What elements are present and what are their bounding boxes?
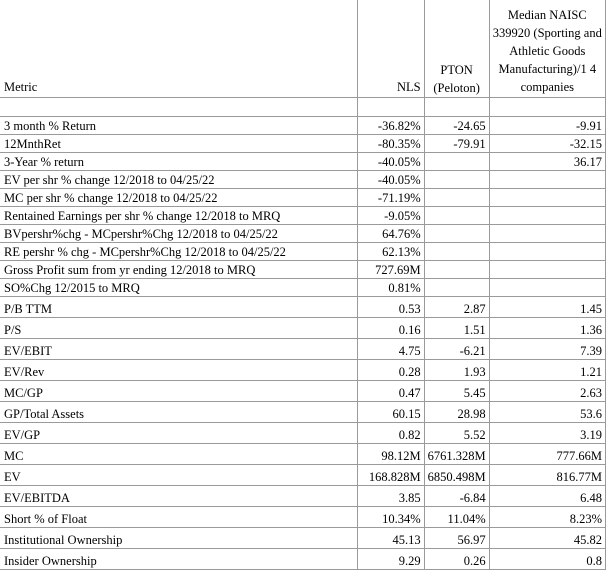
median-cell[interactable] [489, 243, 605, 261]
pton-cell[interactable]: -6.84 [424, 486, 489, 507]
nls-cell[interactable]: 98.12M [358, 444, 424, 465]
blank-cell[interactable] [424, 98, 489, 117]
header-metric[interactable]: Metric [0, 0, 358, 98]
table-row [0, 381, 606, 402]
metric-cell[interactable]: P/S [0, 318, 358, 339]
nls-cell[interactable]: 45.13 [358, 528, 424, 549]
metric-cell[interactable]: Short % of Float [0, 507, 358, 528]
metric-cell[interactable]: EV per shr % change 12/2018 to 04/25/22 [0, 171, 358, 189]
metric-cell[interactable]: RE pershr % chg - MCpershr%Chg 12/2018 to 04/25/22 [0, 243, 358, 261]
pton-cell[interactable]: 11.04% [424, 507, 489, 528]
pton-cell[interactable]: 6850.498M [424, 465, 489, 486]
table-row [0, 135, 606, 153]
pton-cell[interactable]: 28.98 [424, 402, 489, 423]
median-cell[interactable]: -9.91 [489, 117, 605, 135]
median-cell[interactable]: 45.82 [489, 528, 605, 549]
nls-cell[interactable]: -71.19% [358, 189, 424, 207]
table-row [0, 261, 606, 279]
metric-cell[interactable]: GP/Total Assets [0, 402, 358, 423]
median-cell[interactable]: 1.36 [489, 318, 605, 339]
pton-cell[interactable]: 1.51 [424, 318, 489, 339]
nls-cell[interactable]: 0.47 [358, 381, 424, 402]
median-cell[interactable]: 1.21 [489, 360, 605, 381]
median-cell[interactable]: 0.8 [489, 549, 605, 570]
blank-cell[interactable] [0, 98, 358, 117]
median-cell[interactable]: 2.63 [489, 381, 605, 402]
nls-cell[interactable]: -36.82% [358, 117, 424, 135]
metric-cell[interactable]: P/B TTM [0, 297, 358, 318]
median-cell[interactable]: 7.39 [489, 339, 605, 360]
nls-cell[interactable]: -9.05% [358, 207, 424, 225]
table-row [0, 207, 606, 225]
nls-cell[interactable]: 3.85 [358, 486, 424, 507]
median-cell[interactable]: -32.15 [489, 135, 605, 153]
metric-cell[interactable]: 3-Year % return [0, 153, 358, 171]
table-row [0, 360, 606, 381]
pton-cell[interactable] [424, 225, 489, 243]
nls-cell[interactable]: 10.34% [358, 507, 424, 528]
median-cell[interactable]: 53.6 [489, 402, 605, 423]
nls-cell[interactable]: 4.75 [358, 339, 424, 360]
metric-cell[interactable]: MC per shr % change 12/2018 to 04/25/22 [0, 189, 358, 207]
nls-cell[interactable]: 0.28 [358, 360, 424, 381]
pton-cell[interactable] [424, 171, 489, 189]
metric-cell[interactable]: EV/GP [0, 423, 358, 444]
nls-cell[interactable]: -40.05% [358, 171, 424, 189]
nls-cell[interactable]: -40.05% [358, 153, 424, 171]
nls-cell[interactable]: -80.35% [358, 135, 424, 153]
metric-cell[interactable]: EV [0, 465, 358, 486]
header-row [0, 0, 606, 98]
metric-cell[interactable]: MC/GP [0, 381, 358, 402]
table-row [0, 318, 606, 339]
table-row [0, 243, 606, 261]
table-row [0, 339, 606, 360]
nls-cell[interactable]: 168.828M [358, 465, 424, 486]
median-cell[interactable]: 8.23% [489, 507, 605, 528]
pton-cell[interactable]: 5.52 [424, 423, 489, 444]
metric-cell[interactable]: SO%Chg 12/2015 to MRQ [0, 279, 358, 297]
metric-cell[interactable]: Insider Ownership [0, 549, 358, 570]
table-row [0, 117, 606, 135]
median-cell[interactable]: 816.77M [489, 465, 605, 486]
nls-cell[interactable]: 727.69M [358, 261, 424, 279]
nls-cell[interactable]: 0.81% [358, 279, 424, 297]
pton-cell[interactable]: -6.21 [424, 339, 489, 360]
nls-cell[interactable]: 0.16 [358, 318, 424, 339]
header-nls[interactable]: NLS [358, 0, 424, 98]
table-row [0, 153, 606, 171]
metric-cell[interactable]: BVpershr%chg - MCpershr%Chg 12/2018 to 04/25/22 [0, 225, 358, 243]
pton-cell[interactable]: -24.65 [424, 117, 489, 135]
table-row [0, 423, 606, 444]
table-row [0, 279, 606, 297]
table-row [0, 225, 606, 243]
metric-cell[interactable]: EV/EBIT [0, 339, 358, 360]
table-row [0, 444, 606, 465]
nls-cell[interactable]: 0.82 [358, 423, 424, 444]
header-median[interactable]: Median NAISC 339920 (Sporting and Athletic Goods Manufacturing)/1 4 companies [489, 0, 605, 98]
metric-cell[interactable]: MC [0, 444, 358, 465]
pton-cell[interactable] [424, 189, 489, 207]
pton-cell[interactable] [424, 207, 489, 225]
pton-cell[interactable] [424, 261, 489, 279]
metric-cell[interactable]: EV/Rev [0, 360, 358, 381]
median-cell[interactable]: 777.66M [489, 444, 605, 465]
metric-cell[interactable]: Rentained Earnings per shr % change 12/2018 to MRQ [0, 207, 358, 225]
blank-cell[interactable] [358, 98, 424, 117]
pton-cell[interactable]: 56.97 [424, 528, 489, 549]
table-row [0, 465, 606, 486]
table-row [0, 402, 606, 423]
table-row [0, 549, 606, 570]
header-pton[interactable]: PTON (Peloton) [424, 0, 489, 98]
metric-cell[interactable]: Gross Profit sum from yr ending 12/2018 to MRQ [0, 261, 358, 279]
table-row [0, 189, 606, 207]
blank-row [0, 98, 606, 117]
median-cell[interactable]: 6.48 [489, 486, 605, 507]
table-row [0, 507, 606, 528]
pton-cell[interactable]: 6761.328M [424, 444, 489, 465]
metric-cell[interactable]: 12MnthRet [0, 135, 358, 153]
median-cell[interactable] [489, 171, 605, 189]
pton-cell[interactable]: 0.26 [424, 549, 489, 570]
nls-cell[interactable]: 60.15 [358, 402, 424, 423]
metric-cell[interactable]: EV/EBITDA [0, 486, 358, 507]
pton-cell[interactable]: 2.87 [424, 297, 489, 318]
median-cell[interactable] [489, 225, 605, 243]
pton-cell[interactable] [424, 279, 489, 297]
pton-cell[interactable]: 5.45 [424, 381, 489, 402]
median-cell[interactable] [489, 279, 605, 297]
blank-cell[interactable] [489, 98, 605, 117]
table-row [0, 486, 606, 507]
nls-cell[interactable]: 62.13% [358, 243, 424, 261]
nls-cell[interactable]: 64.76% [358, 225, 424, 243]
pton-cell[interactable] [424, 153, 489, 171]
metric-cell[interactable]: 3 month % Return [0, 117, 358, 135]
median-cell[interactable] [489, 207, 605, 225]
median-cell[interactable] [489, 261, 605, 279]
median-cell[interactable]: 1.45 [489, 297, 605, 318]
nls-cell[interactable]: 0.53 [358, 297, 424, 318]
nls-cell[interactable]: 9.29 [358, 549, 424, 570]
table-row [0, 528, 606, 549]
table-row [0, 297, 606, 318]
metric-cell[interactable]: Institutional Ownership [0, 528, 358, 549]
table-row [0, 171, 606, 189]
pton-cell[interactable]: -79.91 [424, 135, 489, 153]
pton-cell[interactable] [424, 243, 489, 261]
pton-cell[interactable]: 1.93 [424, 360, 489, 381]
median-cell[interactable]: 3.19 [489, 423, 605, 444]
median-cell[interactable]: 36.17 [489, 153, 605, 171]
median-cell[interactable] [489, 189, 605, 207]
